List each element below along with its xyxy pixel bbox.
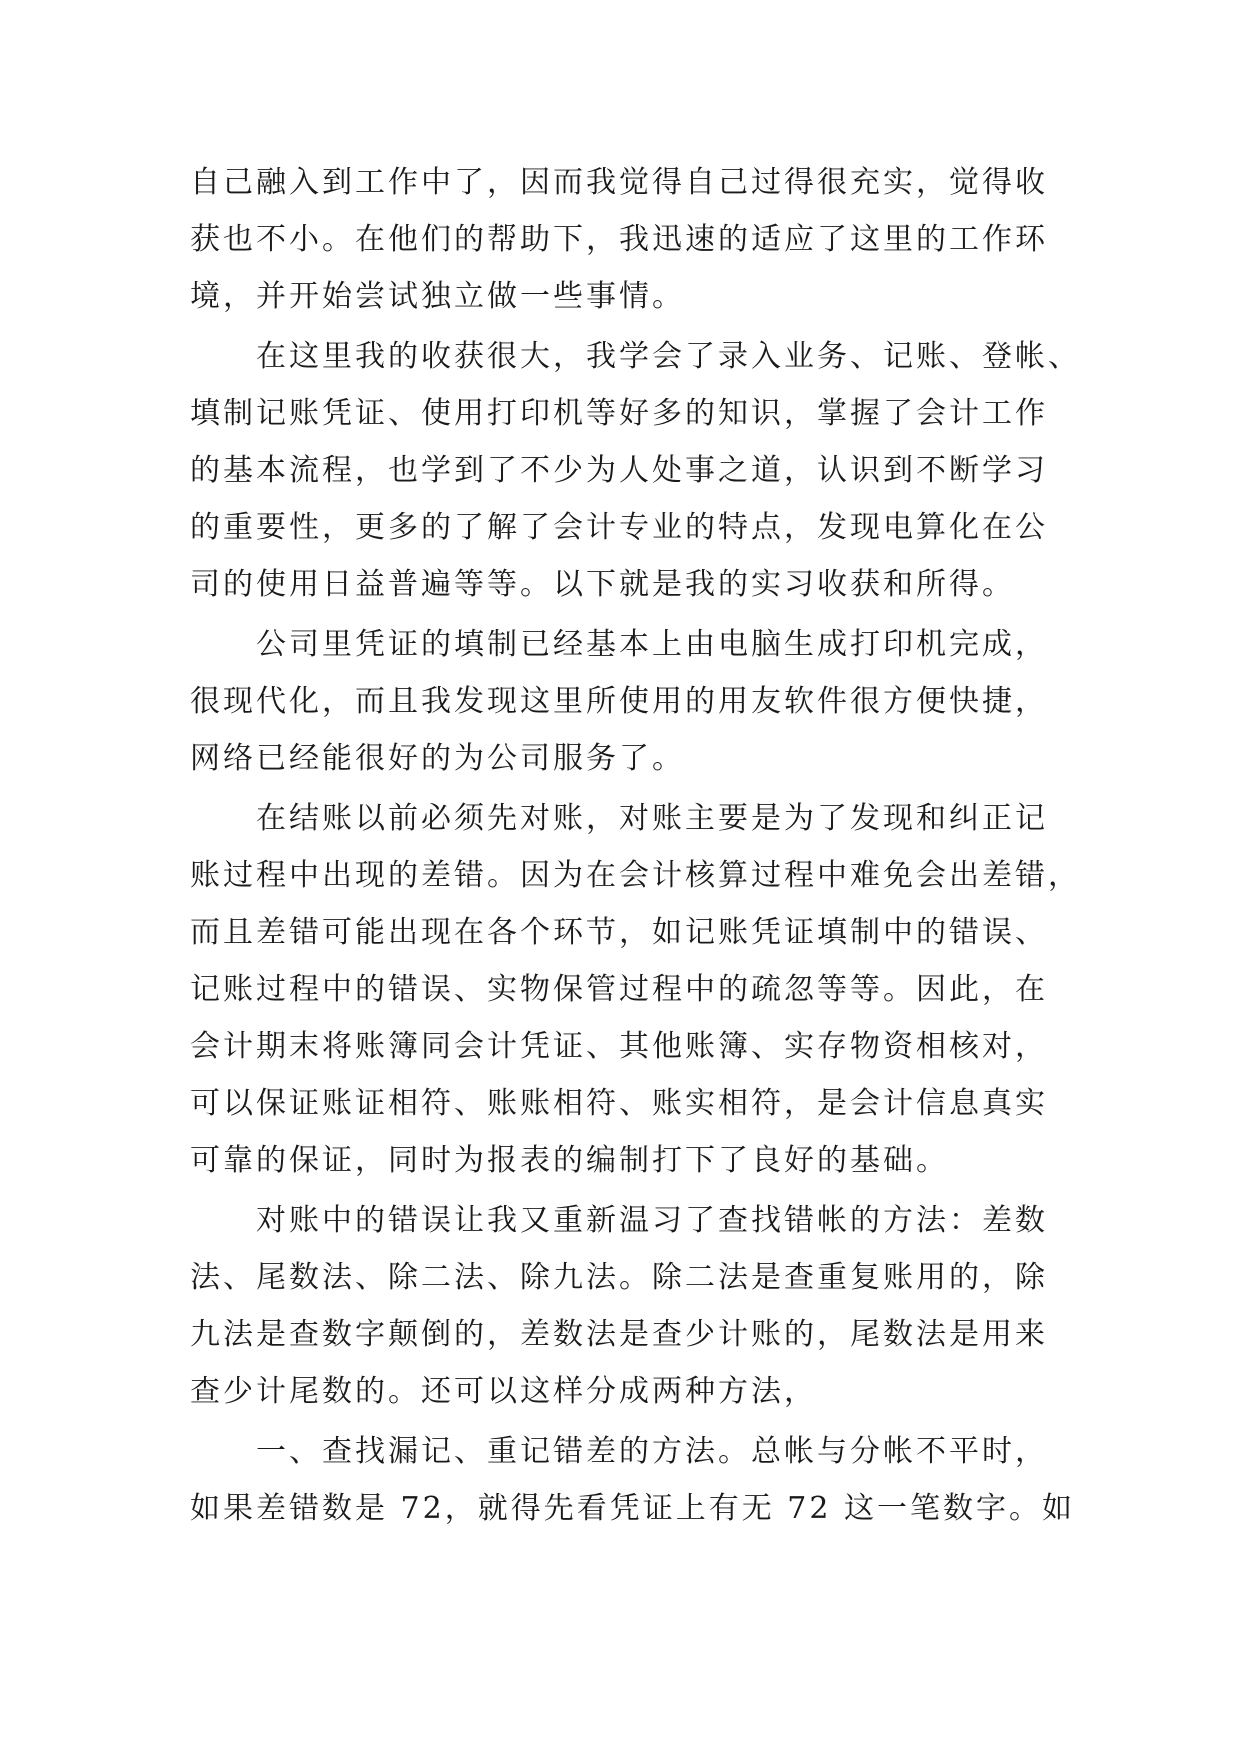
text-line: 记账过程中的错误、实物保管过程中的疏忽等等。因此，在 [190, 972, 1048, 1007]
paragraph [190, 328, 1081, 613]
text-line: 公司里凭证的填制已经基本上由电脑生成打印机完成， [256, 627, 1048, 662]
text-line: 账过程中出现的差错。因为在会计核算过程中难免会出差错， [190, 858, 1081, 893]
text-line: 的基本流程，也学到了不少为人处事之道，认识到不断学习 [190, 453, 1048, 488]
text-line: 的重要性，更多的了解了会计专业的特点，发现电算化在公 [190, 510, 1048, 545]
text-line: 一、查找漏记、重记错差的方法。总帐与分帐不平时， [256, 1434, 1048, 1469]
text-line: 九法是查数字颠倒的，差数法是查少计账的，尾数法是用来 [190, 1317, 1048, 1352]
text-line: 对账中的错误让我又重新温习了查找错帐的方法：差数 [256, 1203, 1048, 1238]
paragraph [190, 1192, 1050, 1420]
text-line: 会计期末将账簿同会计凭证、其他账簿、实存物资相核对， [190, 1029, 1048, 1064]
text-line: 自己融入到工作中了，因而我觉得自己过得很充实，觉得收 [190, 165, 1048, 200]
text-line: 可靠的保证，同时为报表的编制打下了良好的基础。 [190, 1143, 949, 1178]
body-text [190, 154, 1081, 1540]
paragraph [190, 616, 1050, 787]
text-line: 填制记账凭证、使用打印机等好多的知识，掌握了会计工作 [190, 396, 1048, 431]
text-line: 网络已经能很好的为公司服务了。 [190, 741, 685, 776]
text-line: 境，并开始尝试独立做一些事情。 [190, 279, 685, 314]
text-line: 获也不小。在他们的帮助下，我迅速的适应了这里的工作环 [190, 222, 1048, 257]
text-line: 法、尾数法、除二法、除九法。除二法是查重复账用的，除 [190, 1260, 1048, 1295]
paragraph [190, 1423, 1075, 1537]
paragraph [190, 790, 1081, 1189]
paragraph [190, 154, 1050, 325]
text-line: 司的使用日益普遍等等。以下就是我的实习收获和所得。 [190, 567, 1015, 602]
text-line: 很现代化，而且我发现这里所使用的用友软件很方便快捷， [190, 684, 1048, 719]
text-line: 如果差错数是 72，就得先看凭证上有无 72 这一笔数字。如 [190, 1491, 1075, 1526]
text-line: 可以保证账证相符、账账相符、账实相符，是会计信息真实 [190, 1086, 1048, 1121]
text-line: 而且差错可能出现在各个环节，如记账凭证填制中的错误、 [190, 915, 1048, 950]
text-line: 查少计尾数的。还可以这样分成两种方法， [190, 1374, 817, 1409]
text-line: 在结账以前必须先对账，对账主要是为了发现和纠正记 [256, 801, 1048, 836]
text-line: 在这里我的收获很大，我学会了录入业务、记账、登帐、 [256, 339, 1081, 374]
